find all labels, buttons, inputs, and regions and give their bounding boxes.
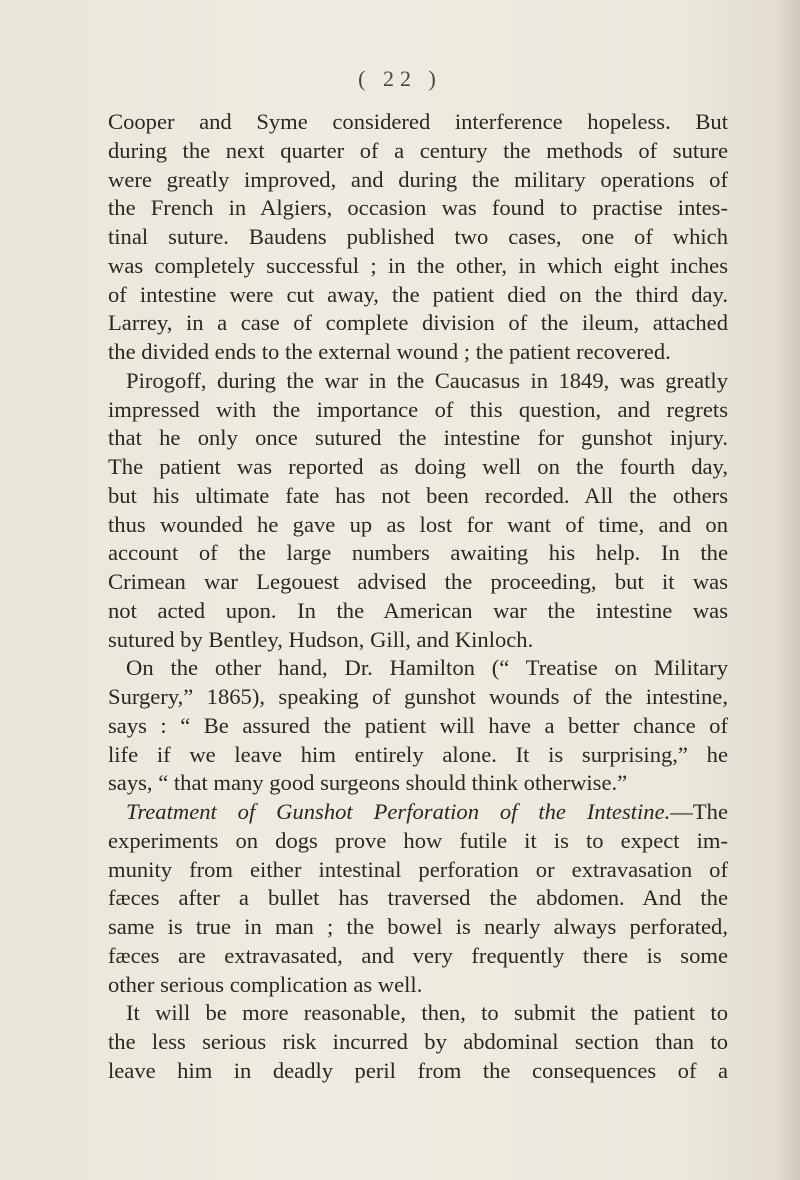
text-line: were greatly improved, and during the military operations of <box>108 166 728 192</box>
text-line: was completely successful ; in the other, in which eight inches <box>108 252 728 278</box>
text-line: fæces after a bullet has traversed the abdomen. And the <box>108 885 728 911</box>
text-line: tinal suture. Baudens published two cases, one of which <box>108 224 728 249</box>
text-line: munity from either intestinal perforation or extravasation of <box>108 856 728 882</box>
text-line: Pirogoff, during the war in the Caucasus in 1849, was greatly <box>126 367 728 393</box>
text-line: says : “ Be assured the patient will have a better chance of <box>108 712 728 738</box>
text-line: sutured by Bentley, Hudson, Gill, and Kinloch. <box>108 626 534 652</box>
text-line: Surgery,” 1865), speaking of gunshot wounds of the intestine, <box>108 684 728 709</box>
text-line: thus wounded he gave up as lost for want of time, and on <box>108 511 728 537</box>
text-line: but his ultimate fate has not been recorded. All the others <box>108 482 728 508</box>
text-line: leave him in deadly peril from the consequences of a <box>108 1057 728 1083</box>
text-line: of intestine were cut away, the patient died on the third day. <box>108 281 728 307</box>
text-line: fæces are extravasated, and very frequently there is some <box>108 942 728 968</box>
text-line: the French in Algiers, occasion was found to practise intes- <box>108 195 728 221</box>
text-line: It will be more reasonable, then, to submit the patient to <box>126 1000 728 1026</box>
text-line: the less serious risk incurred by abdominal section than to <box>108 1029 728 1054</box>
text-line: Crimean war Legouest advised the proceeding, but it was <box>108 569 728 594</box>
text-line: Larrey, in a case of complete division of the ileum, attached <box>108 310 728 336</box>
section-heading: Treatment of Gunshot Perforation of the Intestine. <box>126 799 671 824</box>
text-line: not acted upon. In the American war the intestine was <box>108 597 728 623</box>
text-line: says, “ that many good surgeons should think otherwise.” <box>108 770 628 796</box>
text-line: during the next quarter of a century the methods of suture <box>108 137 728 163</box>
text-line: On the other hand, Dr. Hamilton (“ Treatise on Military <box>126 655 728 681</box>
section-heading-line <box>108 798 728 827</box>
text-line: the divided ends to the external wound ; the patient recovered. <box>108 339 671 364</box>
text-line: impressed with the importance of this question, and regrets <box>108 396 728 422</box>
text-line: same is true in man ; the bowel is nearly always perforated, <box>108 914 728 939</box>
body-text <box>108 108 728 1086</box>
section-heading-tail: —The <box>670 799 728 824</box>
text-line: that he only once sutured the intestine for gunshot injury. <box>108 425 728 451</box>
text-line: experiments on dogs prove how futile it is to expect im- <box>108 827 728 853</box>
page-number: ( 22 ) <box>358 66 442 91</box>
text-line: other serious complication as well. <box>108 971 423 997</box>
text-line: The patient was reported as doing well on the fourth day, <box>108 454 728 479</box>
text-line: account of the large numbers awaiting his help. In the <box>108 540 728 566</box>
text-line: Cooper and Syme considered interference hopeless. But <box>108 109 728 134</box>
text-line: life if we leave him entirely alone. It is surprising,” he <box>108 741 728 767</box>
